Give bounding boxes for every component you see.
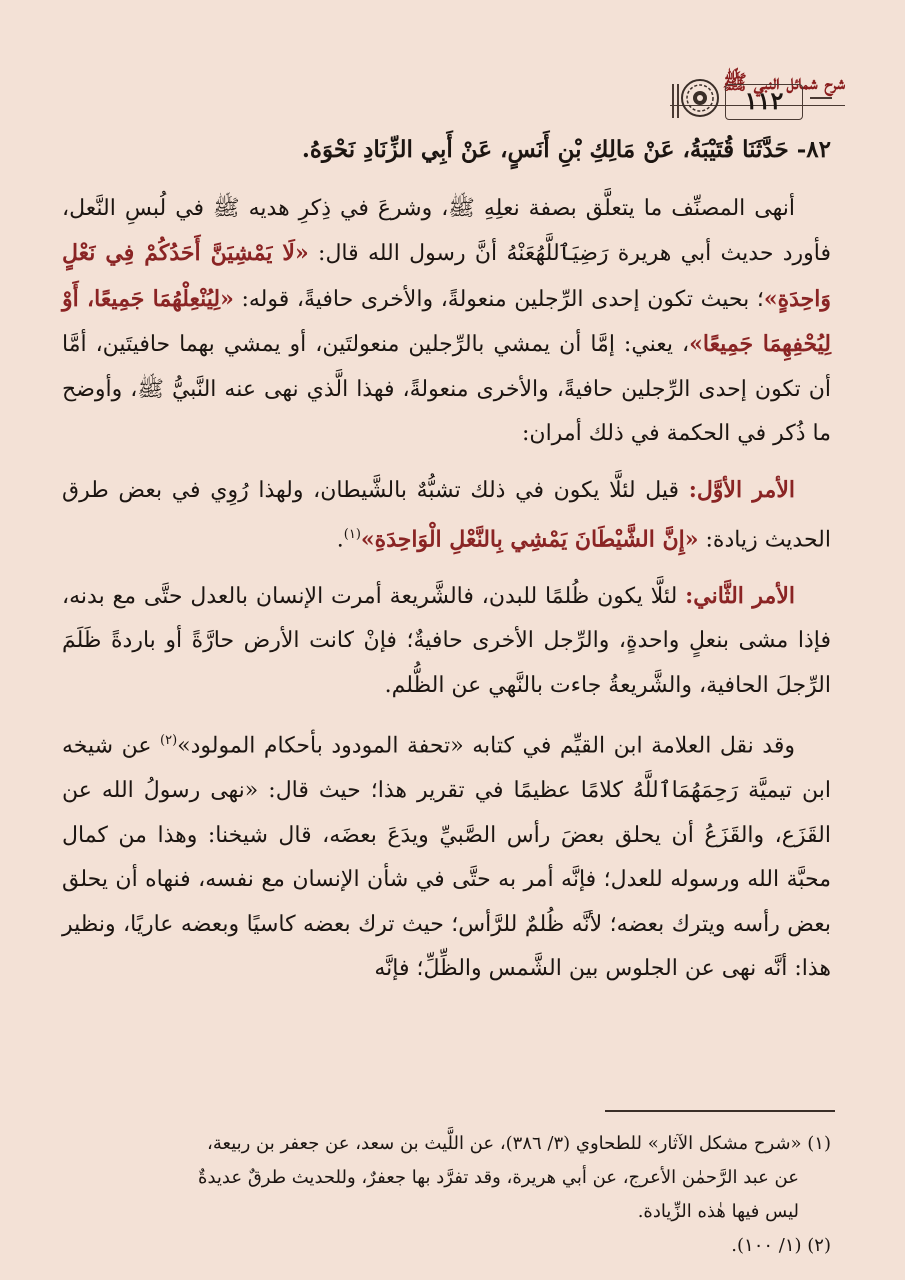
footnote-1-cont: عن عبد الرَّحمٰن الأعرج، عن أبي هريرة، وقد تفرَّد بها جعفرٌ، وللحديث طرقٌ عديدةٌ	[198, 1167, 799, 1188]
book-title: شرح شمائل النبي ﷺ	[670, 70, 845, 106]
text-run: ؛ بحيث تكون إحدى الرِّجلين منعولةً، والأخرى حافيةً، قوله:	[233, 286, 764, 312]
hadith-line: ٨٢- حَدَّثَنَا قُتَيْبَةُ، عَنْ مَالِكِ بْنِ أَنَسٍ، عَنْ أَبِي الزِّنَادِ نَحْوَهُ.	[301, 136, 831, 163]
main-text	[62, 128, 831, 1003]
hadith-quote: «لِيُنْعِلْهُمَا جَمِيعًا، أَوْ لِيُحْفِهِمَا جَمِيعًا»	[62, 285, 831, 357]
text-run: أنهى المصنِّف ما يتعلَّق بصفة نعلِهِ ﷺ، وشرعَ في ذِكرِ هديه ﷺ في لُبسِ النَّعل، فأورد حديث أبي هريرة رَضِيَٱللَّهُعَنْهُ أنَّ رسول الله قال:	[62, 195, 831, 266]
rosette-ornament-icon	[680, 78, 720, 118]
text-run: وقد نقل العلامة ابن القيِّم في كتابه «تحفة المودود بأحكام المولود»	[177, 733, 795, 759]
footnote-ref: (١)	[343, 527, 361, 542]
text-run: عن شيخه ابن تيميَّة رَحِمَهُمَاٱللَّهُ كلامًا عظيمًا في تقرير هذا؛ حيث قال: «نهى رسولُ الله عن القَزَع، والقَزَعُ أن يحلق بعضَ رأس الصَّبيِّ ويدَعَ بعضَه، قال شيخنا: وهذا من كمال محبَّة الله ورسوله للعدل؛ فإنَّه أمر به حتَّى في شأن الإنسان مع نفسه، فنهاه أن يحلق بعض رأسه ويترك بعضه؛ لأنَّه ظُلمٌ للرَّأس؛ حيث ترك بعضه كاسيًا وبعضه عاريًا، ونظير هذا: أنَّه نهى عن الجلوس بين الشَّمس والظِّلِّ؛ فإنَّه	[62, 733, 831, 982]
header-bar	[677, 84, 679, 118]
footnote-1-cont: ليس فيها هٰذه الزِّيادة.	[637, 1201, 799, 1222]
header-bar	[672, 84, 674, 118]
hadith-quote: «إِنَّ الشَّيْطَانَ يَمْشِي بِالنَّعْلِ الْوَاحِدَةِ»	[360, 526, 699, 553]
text-run: قيل لئلَّا يكون في ذلك تشبُّهٌ بالشَّيطان، ولهذا رُوِي في بعض طرق الحديث زيادة:	[62, 477, 831, 553]
footnote-ref: (٢)	[160, 733, 178, 749]
text-run: ، يعني: إمَّا أن يمشي بالرِّجلين منعولتَين، أو يمشي بهما حافيتَين، أمَّا أن تكون إحدى الرِّجلين حافيةً، والأخرى منعولةً، فهذا الَّذي نهى عنه النَّبيُّ ﷺ، وأوضح ما ذُكر في الحكمة في ذلك أمران:	[62, 332, 831, 446]
hadith-quote: «لَا يَمْشِيَنَّ أَحَدُكُمْ فِي نَعْلٍ وَاحِدَةٍ»	[62, 240, 831, 312]
footnote-2: (٢) (١/ ١٠٠).	[731, 1235, 831, 1256]
paragraph-1	[62, 187, 831, 457]
header-line	[810, 97, 832, 99]
paragraph-4	[62, 719, 831, 991]
footnote-divider	[605, 1110, 835, 1112]
text-run: .	[336, 527, 344, 553]
paragraph-3	[62, 574, 831, 709]
text-run: لئلَّا يكون ظُلمًا للبدن، فالشَّريعة أمرت الإنسان بالعدل حتَّى مع بدنه، فإذا مشى بنعلٍ واحدةٍ، والرِّجل الأخرى حافيةٌ؛ فإنْ كانت الأرض حارَّةً أو باردةً ظَلَمَ الرِّجلَ الحافية، والشَّريعةُ جاءت بالنَّهي عن الظُّلم.	[62, 583, 831, 698]
footnotes	[62, 1127, 831, 1263]
paragraph-2	[62, 468, 831, 563]
footnote-1: (١) «شرح مشكل الآثار» للطحاوي (٣/ ٣٨٦)، عن اللَّيث بن سعد، عن جعفر بن ربيعة،	[207, 1133, 831, 1154]
point-label: الأمر الأوَّل:	[688, 476, 795, 503]
page-number: ١١٢	[725, 84, 803, 120]
point-label: الأمر الثَّاني:	[685, 582, 795, 609]
page-header	[40, 70, 845, 120]
